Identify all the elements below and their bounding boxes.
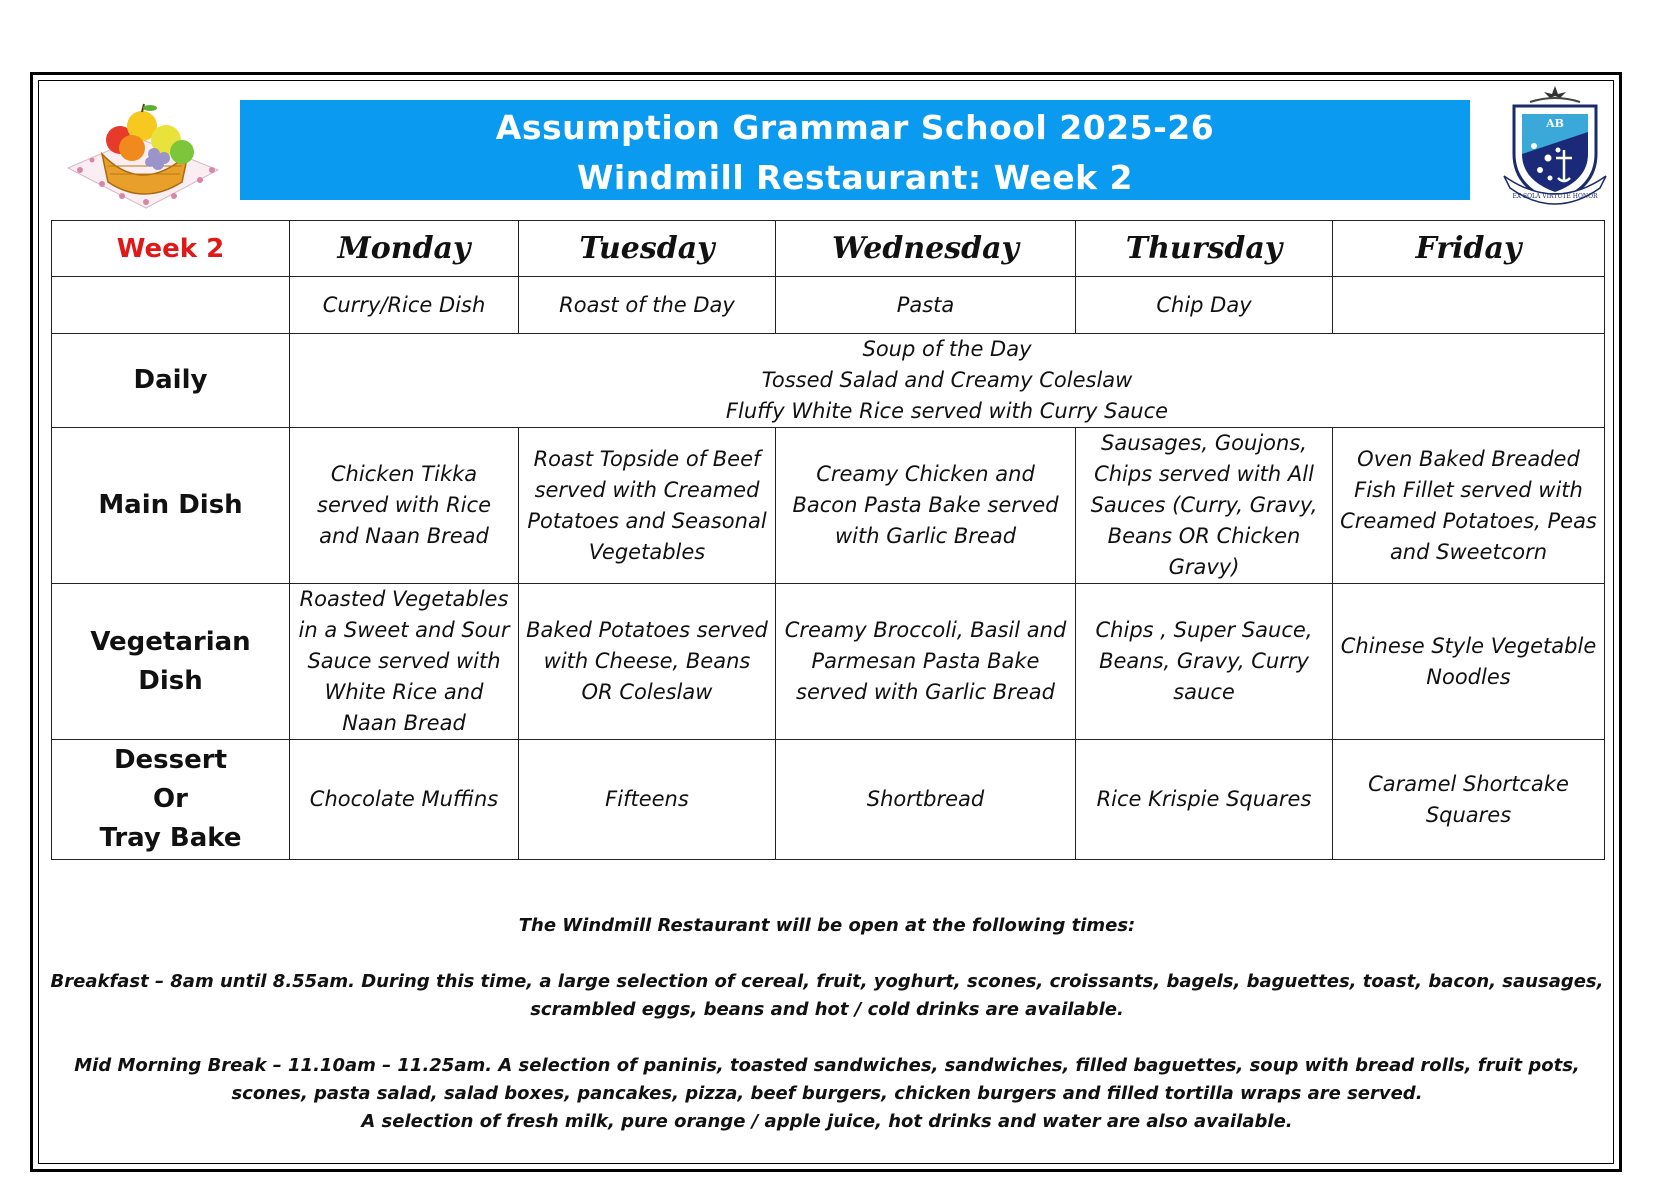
dessert-row [52, 740, 1605, 860]
dessert-wednesday: Shortbread [776, 740, 1076, 860]
daily-item: Soup of the Day [862, 337, 1032, 361]
vegetarian-row [52, 584, 1605, 740]
day-friday: Friday [1333, 221, 1605, 277]
main-dish-label: Main Dish [52, 428, 290, 584]
day-thursday: Thursday [1076, 221, 1333, 277]
theme-thursday: Chip Day [1076, 277, 1333, 334]
fruit-basket-icon [62, 96, 222, 211]
theme-monday: Curry/Rice Dish [290, 277, 519, 334]
crest-motto: EX SOLA VIRTUTE HONOR [1512, 193, 1598, 200]
dessert-label [52, 740, 290, 860]
main-dish-row [52, 428, 1605, 584]
veg-tuesday: Baked Potatoes served with Cheese, Beans OR Coleslaw [519, 584, 776, 740]
daily-item: Fluffy White Rice served with Curry Sauce [725, 399, 1169, 423]
veg-monday: Roasted Vegetables in a Sweet and Sour Sauce served with White Rice and Naan Bread [290, 584, 519, 740]
daily-label: Daily [52, 334, 290, 428]
school-title: Assumption Grammar School 2025-26 [495, 108, 1215, 147]
theme-row [52, 277, 1605, 334]
theme-wednesday: Pasta [776, 277, 1076, 334]
dessert-thursday: Rice Krispie Squares [1076, 740, 1333, 860]
week-label: Week 2 [52, 221, 290, 277]
dessert-label-line: Or [153, 784, 188, 814]
theme-label-empty [52, 277, 290, 334]
day-wednesday: Wednesday [776, 221, 1076, 277]
dessert-tuesday: Fifteens [519, 740, 776, 860]
theme-tuesday: Roast of the Day [519, 277, 776, 334]
day-header-row [52, 221, 1605, 277]
vegetarian-label-line: Dish [138, 665, 203, 696]
day-monday: Monday [290, 221, 519, 277]
opening-times-heading: The Windmill Restaurant will be open at the following times: [518, 915, 1136, 936]
main-wednesday: Creamy Chicken and Bacon Pasta Bake served with Garlic Bread [776, 428, 1076, 584]
crest-monogram: AB [1546, 117, 1564, 130]
mid-morning-info [44, 1052, 1610, 1136]
school-crest-icon [1500, 84, 1610, 209]
day-tuesday: Tuesday [519, 221, 776, 277]
main-friday: Oven Baked Breaded Fish Fillet served with Creamed Potatoes, Peas and Sweetcorn [1333, 428, 1605, 584]
dessert-friday: Caramel Shortcake Squares [1333, 740, 1605, 860]
dessert-monday: Chocolate Muffins [290, 740, 519, 860]
drinks-text: A selection of fresh milk, pure orange / apple juice, hot drinks and water are also available. [361, 1111, 1293, 1132]
dessert-label-line: Dessert [113, 745, 228, 775]
menu-table [51, 220, 1605, 860]
mid-morning-text: Mid Morning Break – 11.10am – 11.25am. A selection of paninis, toasted sandwiches, sandwiches, filled baguettes, soup with bread rolls, fruit pots, scones, pasta salad, salad boxes, pancakes, pizza, beef burgers, chicken burgers and filled tortilla wraps are served. [74, 1055, 1580, 1104]
main-tuesday: Roast Topside of Beef served with Creamed Potatoes and Seasonal Vegetables [519, 428, 776, 584]
veg-thursday: Chips , Super Sauce, Beans, Gravy, Curry sauce [1076, 584, 1333, 740]
veg-friday: Chinese Style Vegetable Noodles [1333, 584, 1605, 740]
dessert-label-line: Tray Bake [99, 823, 242, 853]
daily-items-cell [290, 334, 1605, 428]
veg-wednesday: Creamy Broccoli, Basil and Parmesan Pasta Bake served with Garlic Bread [776, 584, 1076, 740]
breakfast-info: Breakfast – 8am until 8.55am. During this time, a large selection of cereal, fruit, yoghurt, scones, croissants, bagels, baguettes, toast, bacon, sausages, scrambled eggs, beans and hot / cold drinks are available. [50, 971, 1604, 1020]
title-banner [240, 100, 1470, 200]
daily-row [52, 334, 1605, 428]
vegetarian-label-line: Vegetarian [90, 626, 251, 657]
daily-item: Tossed Salad and Creamy Coleslaw [761, 368, 1133, 392]
vegetarian-label [52, 584, 290, 740]
main-monday: Chicken Tikka served with Rice and Naan Bread [290, 428, 519, 584]
main-thursday: Sausages, Goujons, Chips served with All Sauces (Curry, Gravy, Beans OR Chicken Gravy) [1076, 428, 1333, 584]
theme-friday [1333, 277, 1605, 334]
restaurant-week-title: Windmill Restaurant: Week 2 [577, 158, 1133, 197]
